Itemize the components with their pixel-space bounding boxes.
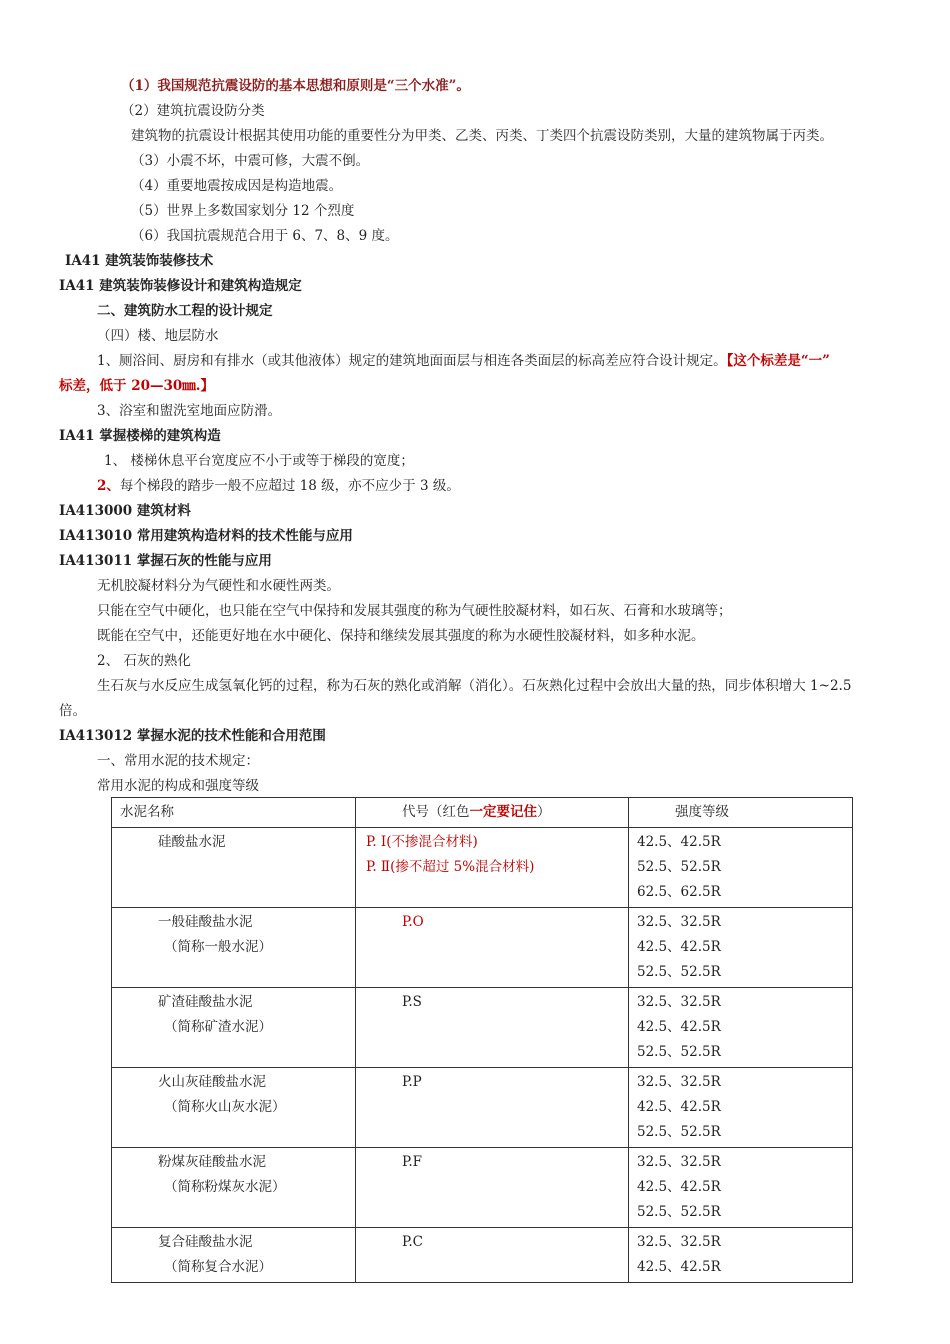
header-code-post: ） <box>537 804 551 820</box>
cement-code: P.S <box>402 994 422 1010</box>
seismic-item-6: （6）我国抗震规范合用于 6、7、8、9 度。 <box>131 228 399 244</box>
cement-grade-cell <box>629 908 853 988</box>
table-row <box>112 988 853 1068</box>
cement-grade: 32.5、32.5R <box>637 1234 721 1250</box>
cement-grade-cell <box>629 988 853 1068</box>
air-hardening-binder: 只能在空气中硬化，也只能在空气中保持和发展其强度的称为气硬性胶凝材料，如石灰、石膏和水玻璃等； <box>97 603 732 619</box>
header-name: 水泥名称 <box>112 798 356 828</box>
lime-slaking-text-cont: 倍。 <box>59 703 86 719</box>
cement-code-cell <box>356 908 629 988</box>
stairs-rule-2-text: 每个梯段的踏步一般不应超过 18 级，亦不应少于 3 级。 <box>119 478 460 494</box>
seismic-classification: （2）建筑抗震设防分类 <box>121 103 265 119</box>
section-heading-cement: IA413012 掌握水泥的技术性能和合用范围 <box>59 728 326 744</box>
cement-name-cell <box>112 988 356 1068</box>
cement-code-cell <box>356 988 629 1068</box>
stairs-rule-2 <box>97 476 460 496</box>
header-code-red: 一定要记住 <box>469 804 537 820</box>
cement-grade: 32.5、32.5R <box>637 1154 721 1170</box>
seismic-class-text: 建筑物的抗震设计根据其使用功能的重要性分为甲类、乙类、丙类、丁类四个抗震设防类别，大量的建筑物属于丙类。 <box>131 128 833 144</box>
table-row <box>112 1148 853 1228</box>
cement-grade: 42.5、42.5R <box>637 834 721 850</box>
binder-types: 无机胶凝材料分为气硬性和水硬性两类。 <box>97 578 340 594</box>
floor-rule-1-note: 【这个标差是“一” <box>726 353 830 369</box>
cement-grade-cell <box>629 828 853 908</box>
cement-name-cell <box>112 1068 356 1148</box>
cement-grade: 52.5、52.5R <box>637 859 721 875</box>
cement-table <box>111 797 853 1283</box>
section-heading-stairs: IA41 掌握楼梯的建筑构造 <box>59 428 221 444</box>
cement-code: P. Ⅰ(不掺混合材料) <box>366 834 478 850</box>
cement-name: 硅酸盐水泥 <box>158 834 226 850</box>
cement-code: P. Ⅱ(掺不超过 5%混合材料) <box>366 859 535 875</box>
cement-name-cell <box>112 908 356 988</box>
cement-grade: 52.5、52.5R <box>637 1124 721 1140</box>
cement-requirements: 一、常用水泥的技术规定： <box>97 753 259 769</box>
cement-grade: 32.5、32.5R <box>637 914 721 930</box>
table-row <box>112 828 853 908</box>
cement-alias: （简称粉煤灰水泥） <box>164 1179 286 1195</box>
cement-grade: 42.5、42.5R <box>637 1019 721 1035</box>
header-code-pre: 代号（红色 <box>402 804 470 820</box>
hydraulic-binder: 既能在空气中，还能更好地在水中硬化、保持和继续发展其强度的称为水硬性胶凝材料，如多种水泥。 <box>97 628 705 644</box>
cement-name: 矿渣硅酸盐水泥 <box>158 994 253 1010</box>
cement-grade-cell <box>629 1068 853 1148</box>
lime-slaking-text: 生石灰与水反应生成氢氧化钙的过程，称为石灰的熟化或消解（消化）。石灰熟化过程中会放出大量的热，同步体积增大 1~2.5 <box>97 678 852 694</box>
cement-grade-cell <box>629 1148 853 1228</box>
cement-code-cell <box>356 1228 629 1283</box>
seismic-item-5: （5）世界上多数国家划分 12 个烈度 <box>131 203 355 219</box>
cement-name: 一般硅酸盐水泥 <box>158 914 253 930</box>
cement-name-cell <box>112 1228 356 1283</box>
cement-grade: 52.5、52.5R <box>637 964 721 980</box>
cement-code-cell <box>356 828 629 908</box>
cement-name-cell <box>112 1148 356 1228</box>
section-heading-decoration: IA41 建筑装饰装修技术 <box>65 253 214 269</box>
table-row <box>112 1068 853 1148</box>
cement-grade: 42.5、42.5R <box>637 1179 721 1195</box>
cement-grade: 32.5、32.5R <box>637 1074 721 1090</box>
cement-alias: （简称一般水泥） <box>164 939 272 955</box>
cement-name-cell <box>112 828 356 908</box>
cement-code: P.O <box>402 914 424 930</box>
cement-grade: 52.5、52.5R <box>637 1044 721 1060</box>
table-row <box>112 908 853 988</box>
floor-waterproof: （四）楼、地层防水 <box>97 328 219 344</box>
floor-rule-1-note-cont: 标差，低于 20—30㎜.】 <box>59 378 214 394</box>
cement-grade: 32.5、32.5R <box>637 994 721 1010</box>
table-row <box>112 1228 853 1283</box>
cement-code: P.F <box>402 1154 423 1170</box>
seismic-principle-heading: （1）我国规范抗震设防的基本思想和原则是“三个水准”。 <box>121 78 470 94</box>
section-heading-common-materials: IA413010 常用建筑构造材料的技术性能与应用 <box>59 528 353 544</box>
table-header-row <box>112 798 853 828</box>
cement-alias: （简称复合水泥） <box>164 1259 272 1275</box>
cement-grade-cell <box>629 1228 853 1283</box>
cement-alias: （简称火山灰水泥） <box>164 1099 286 1115</box>
floor-rule-3: 3、浴室和盥洗室地面应防滑。 <box>97 403 282 419</box>
cement-code-cell <box>356 1148 629 1228</box>
cement-grade: 42.5、42.5R <box>637 1259 721 1275</box>
stairs-rule-2-num: 2、 <box>97 478 120 494</box>
header-grade: 强度等级 <box>629 798 853 828</box>
section-heading-design-rules: IA41 建筑装饰装修设计和建筑构造规定 <box>59 278 302 294</box>
cement-name: 粉煤灰硅酸盐水泥 <box>158 1154 266 1170</box>
cement-name: 复合硅酸盐水泥 <box>158 1234 253 1250</box>
cement-code: P.C <box>402 1234 423 1250</box>
seismic-item-3: （3）小震不坏，中震可修，大震不倒。 <box>131 153 370 169</box>
stairs-rule-1: 1、 楼梯休息平台宽度应不小于或等于梯段的宽度； <box>104 453 414 469</box>
cement-code-cell <box>356 1068 629 1148</box>
floor-rule-1 <box>97 351 830 371</box>
cement-alias: （简称矿渣水泥） <box>164 1019 272 1035</box>
cement-grade: 42.5、42.5R <box>637 939 721 955</box>
cement-name: 火山灰硅酸盐水泥 <box>158 1074 266 1090</box>
cement-grade: 42.5、42.5R <box>637 1099 721 1115</box>
cement-code: P.P <box>402 1074 422 1090</box>
cement-table-body <box>112 798 853 1283</box>
floor-rule-1-text: 1、厕浴间、厨房和有排水（或其他液体）规定的建筑地面面层与相连各类面层的标高差应符合设计规定。 <box>97 353 727 369</box>
header-code <box>356 798 629 828</box>
cement-grade: 52.5、52.5R <box>637 1204 721 1220</box>
section-heading-materials: IA413000 建筑材料 <box>59 503 191 519</box>
subheading-waterproof: 二、建筑防水工程的设计规定 <box>97 303 273 319</box>
cement-grade: 62.5、62.5R <box>637 884 721 900</box>
cement-table-caption: 常用水泥的构成和强度等级 <box>97 778 259 794</box>
seismic-item-4: （4）重要地震按成因是构造地震。 <box>131 178 343 194</box>
lime-slaking-heading: 2、 石灰的熟化 <box>97 653 191 669</box>
section-heading-lime: IA413011 掌握石灰的性能与应用 <box>59 553 272 569</box>
